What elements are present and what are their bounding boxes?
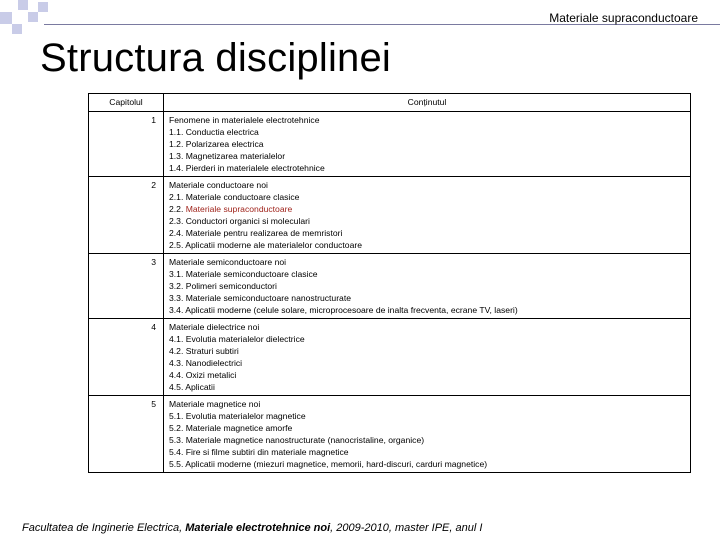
chapter-content: [164, 254, 691, 319]
subchapter-text: 1.1. Conductia electrica: [169, 127, 259, 137]
subchapter-item: [169, 410, 687, 422]
decor-square: [28, 12, 38, 22]
subchapter-item: [169, 369, 687, 381]
subchapter-text: 5.1. Evolutia materialelor magnetice: [169, 411, 306, 421]
subchapter-item: [169, 304, 687, 316]
chapter-title: Fenomene in materialele electrotehnice: [169, 115, 320, 125]
subchapter-item: [169, 191, 687, 203]
subchapter-item: [169, 345, 687, 357]
subchapter-item: [169, 150, 687, 162]
subchapter-text: 5.2. Materiale magnetice amorfe: [169, 423, 293, 433]
footer-details: , 2009-2010, master IPE, anul I: [330, 522, 483, 534]
footer-course: Materiale electrotehnice noi: [185, 522, 331, 534]
subchapter-text: 2.2.: [169, 204, 186, 214]
subchapter-item: [169, 227, 687, 239]
subchapter-text: 4.3. Nanodielectrici: [169, 358, 243, 368]
table-row: [89, 254, 691, 319]
decor-square: [12, 24, 22, 34]
subchapter-text: 2.3. Conductori organici si moleculari: [169, 216, 310, 226]
footer: [22, 522, 482, 534]
chapter-content: [164, 112, 691, 177]
subchapter-item: [169, 138, 687, 150]
subchapter-highlight: Materiale supraconductoare: [185, 204, 293, 214]
chapter-title: Materiale semiconductoare noi: [169, 257, 287, 267]
subchapter-text: 5.4. Fire si filme subtiri din materiale magnetice: [169, 447, 349, 457]
subchapter-text: 1.4. Pierderi in materialele electrotehnice: [169, 163, 325, 173]
subchapter-text: 2.4. Materiale pentru realizarea de memristori: [169, 228, 343, 238]
subchapter-text: 1.3. Magnetizarea materialelor: [169, 151, 286, 161]
subchapter-item: [169, 239, 687, 251]
chapter-number: 2: [89, 177, 164, 254]
chapter-content: [164, 177, 691, 254]
decor-square: [18, 0, 28, 10]
subchapter-item: [169, 381, 687, 393]
column-header-content: Conținutul: [164, 94, 691, 112]
decor-square: [0, 12, 12, 24]
subchapter-text: 4.2. Straturi subtiri: [169, 346, 239, 356]
slide-subject: Materiale supraconductoare: [549, 11, 698, 25]
table-row: [89, 112, 691, 177]
syllabus-table: [88, 93, 691, 473]
chapter-number: 3: [89, 254, 164, 319]
subchapter-text: 3.4. Aplicatii moderne (celule solare, microprocesoare de inalta frecventa, ecrane TV, laseri): [169, 305, 518, 315]
subchapter-item: [169, 434, 687, 446]
chapter-number: 1: [89, 112, 164, 177]
subchapter-text: 4.5. Aplicatii: [169, 382, 215, 392]
chapter-title: Materiale dielectrice noi: [169, 322, 260, 332]
subchapter-text: 5.5. Aplicatii moderne (miezuri magnetice, memorii, hard-discuri, carduri magnetice): [169, 459, 488, 469]
subchapter-text: 2.1. Materiale conductoare clasice: [169, 192, 300, 202]
subchapter-item: [169, 357, 687, 369]
subchapter-text: 4.4. Oxizi metalici: [169, 370, 237, 380]
subchapter-item: [169, 458, 687, 470]
table-header-row: [89, 94, 691, 112]
subchapter-text: 3.2. Polimeri semiconductori: [169, 281, 277, 291]
subchapter-text: 1.2. Polarizarea electrica: [169, 139, 264, 149]
decor-square: [38, 2, 48, 12]
column-header-chapter: Capitolul: [89, 94, 164, 112]
chapter-number: 4: [89, 319, 164, 396]
subchapter-item: [169, 422, 687, 434]
subchapter-text: 4.1. Evolutia materialelor dielectrice: [169, 334, 305, 344]
subchapter-item: [169, 292, 687, 304]
subchapter-item: [169, 268, 687, 280]
subchapter-item: [169, 280, 687, 292]
subchapter-text: 2.5. Aplicatii moderne ale materialelor conductoare: [169, 240, 362, 250]
subchapter-item: [169, 203, 687, 215]
subchapter-item: [169, 162, 687, 174]
table-row: [89, 319, 691, 396]
footer-faculty: Facultatea de Inginerie Electrica,: [22, 522, 186, 534]
subchapter-text: 3.1. Materiale semiconductoare clasice: [169, 269, 318, 279]
slide-title: Structura disciplinei: [40, 36, 392, 80]
chapter-content: [164, 319, 691, 396]
table-row: [89, 396, 691, 473]
subchapter-item: [169, 446, 687, 458]
subchapter-item: [169, 126, 687, 138]
subchapter-text: 3.3. Materiale semiconductoare nanostructurate: [169, 293, 352, 303]
chapter-content: [164, 396, 691, 473]
table-body: [89, 112, 691, 473]
table-row: [89, 177, 691, 254]
chapter-title: Materiale conductoare noi: [169, 180, 268, 190]
subchapter-item: [169, 215, 687, 227]
subchapter-text: 5.3. Materiale magnetice nanostructurate (nanocristaline, organice): [169, 435, 425, 445]
subchapter-item: [169, 333, 687, 345]
chapter-title: Materiale magnetice noi: [169, 399, 261, 409]
chapter-number: 5: [89, 396, 164, 473]
